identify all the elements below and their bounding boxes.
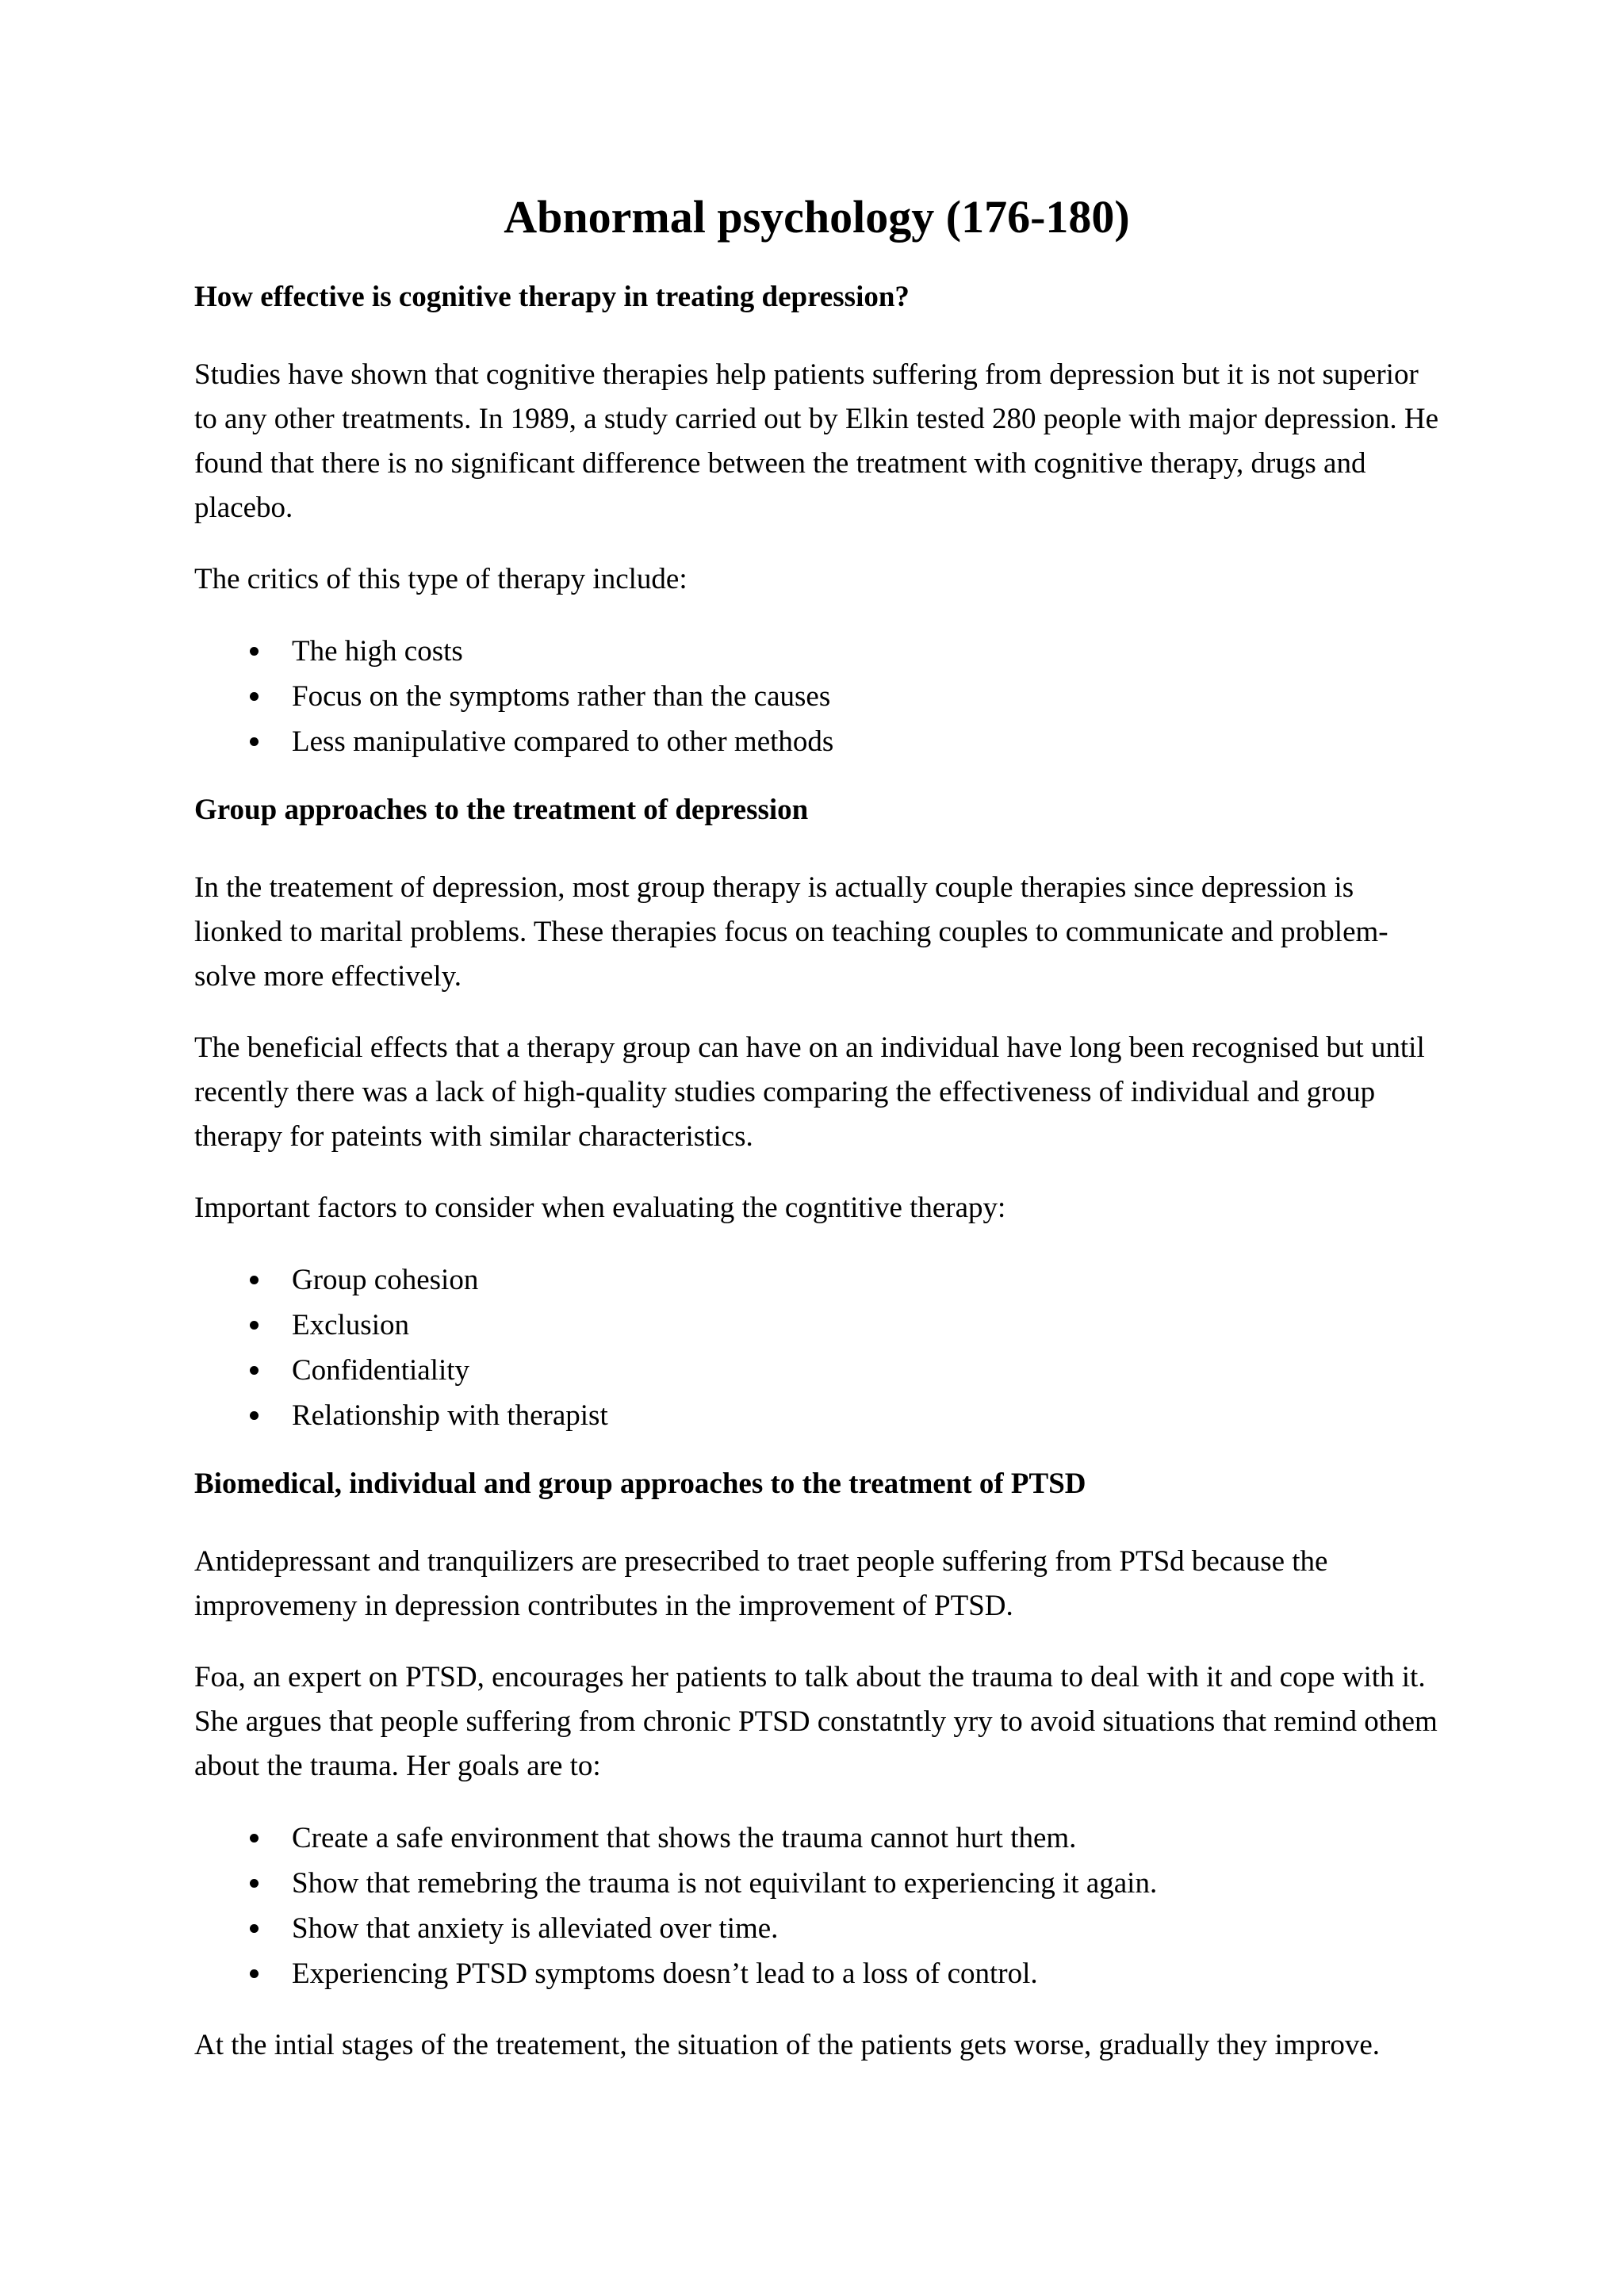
list-item	[194, 1816, 1439, 1861]
bullet-icon	[250, 1879, 259, 1888]
list-item-text: Experiencing PTSD symptoms doesn’t lead to a loss of control.	[292, 1957, 1038, 1990]
section-group-approaches-depression	[194, 791, 1439, 1438]
list-item-text: Relationship with therapist	[292, 1399, 608, 1432]
bullet-list	[194, 1816, 1439, 1996]
list-item	[194, 674, 1439, 719]
page-title: Abnormal psychology (176-180)	[504, 191, 1130, 243]
bullet-list	[194, 629, 1439, 764]
list-item-text: Show that remebring the trauma is not equivilant to experiencing it again.	[292, 1866, 1158, 1900]
section-cognitive-therapy	[194, 278, 1439, 764]
list-item	[194, 1951, 1439, 1996]
paragraph: Foa, an expert on PTSD, encourages her patients to talk about the trauma to deal with it and cope with it. She argues that people suffering from chronic PTSD constatntly yry to avoid situations that remind othem about the trauma. Her goals are to:	[194, 1660, 1438, 1782]
bullet-icon	[250, 1366, 259, 1375]
list-item	[194, 1303, 1439, 1348]
section-heading: How effective is cognitive therapy in treating depression?	[194, 280, 910, 313]
bullet-icon	[250, 692, 259, 701]
section-heading: Group approaches to the treatment of depression	[194, 793, 809, 826]
list-item-text: Focus on the symptoms rather than the causes	[292, 679, 831, 713]
bullet-icon	[250, 1411, 259, 1420]
section-ptsd-treatment	[194, 1465, 1439, 2068]
paragraph: Important factors to consider when evaluating the cogntitive therapy:	[194, 1191, 1006, 1224]
list-item	[194, 719, 1439, 764]
list-item	[194, 1257, 1439, 1303]
bullet-icon	[250, 737, 259, 746]
list-item	[194, 1348, 1439, 1393]
bullet-list	[194, 1257, 1439, 1438]
paragraph: In the treatement of depression, most group therapy is actually couple therapies since depression is lionked to marital problems. These therapies focus on teaching couples to communicate and problem-solve more effectively.	[194, 871, 1388, 993]
list-item-text: Less manipulative compared to other methods	[292, 725, 834, 758]
bullet-icon	[250, 1924, 259, 1933]
paragraph: Antidepressant and tranquilizers are presecribed to traet people suffering from PTSd because the improvemeny in depression contributes in the improvement of PTSD.	[194, 1544, 1328, 1622]
closing-paragraph: At the intial stages of the treatement, the situation of the patients gets worse, gradually they improve.	[194, 2028, 1381, 2061]
paragraph: Studies have shown that cognitive therapies help patients suffering from depression but it is not superior to any other treatments. In 1989, a study carried out by Elkin tested 280 people with major depression. He found that there is no significant difference between the treatment with cognitive therapy, drugs and placebo.	[194, 358, 1439, 524]
bullet-icon	[250, 1276, 259, 1284]
list-item	[194, 629, 1439, 674]
list-item-text: Confidentiality	[292, 1353, 470, 1387]
document-page	[194, 189, 1439, 2095]
list-item	[194, 1393, 1439, 1438]
bullet-icon	[250, 1834, 259, 1843]
bullet-icon	[250, 1969, 259, 1978]
paragraph: The beneficial effects that a therapy group can have on an individual have long been recognised but until recently there was a lack of high-quality studies comparing the effectiveness of individual and group therapy for pateints with similar characteristics.	[194, 1031, 1425, 1153]
paragraph: The critics of this type of therapy include:	[194, 562, 688, 595]
list-item-text: Show that anxiety is alleviated over time.	[292, 1911, 779, 1945]
list-item-text: Create a safe environment that shows the trauma cannot hurt them.	[292, 1821, 1077, 1854]
bullet-icon	[250, 1321, 259, 1330]
list-item-text: Exclusion	[292, 1308, 409, 1341]
list-item	[194, 1861, 1439, 1906]
section-heading: Biomedical, individual and group approaches to the treatment of PTSD	[194, 1467, 1086, 1500]
list-item-text: The high costs	[292, 634, 463, 668]
list-item	[194, 1906, 1439, 1951]
bullet-icon	[250, 647, 259, 656]
list-item-text: Group cohesion	[292, 1263, 479, 1296]
